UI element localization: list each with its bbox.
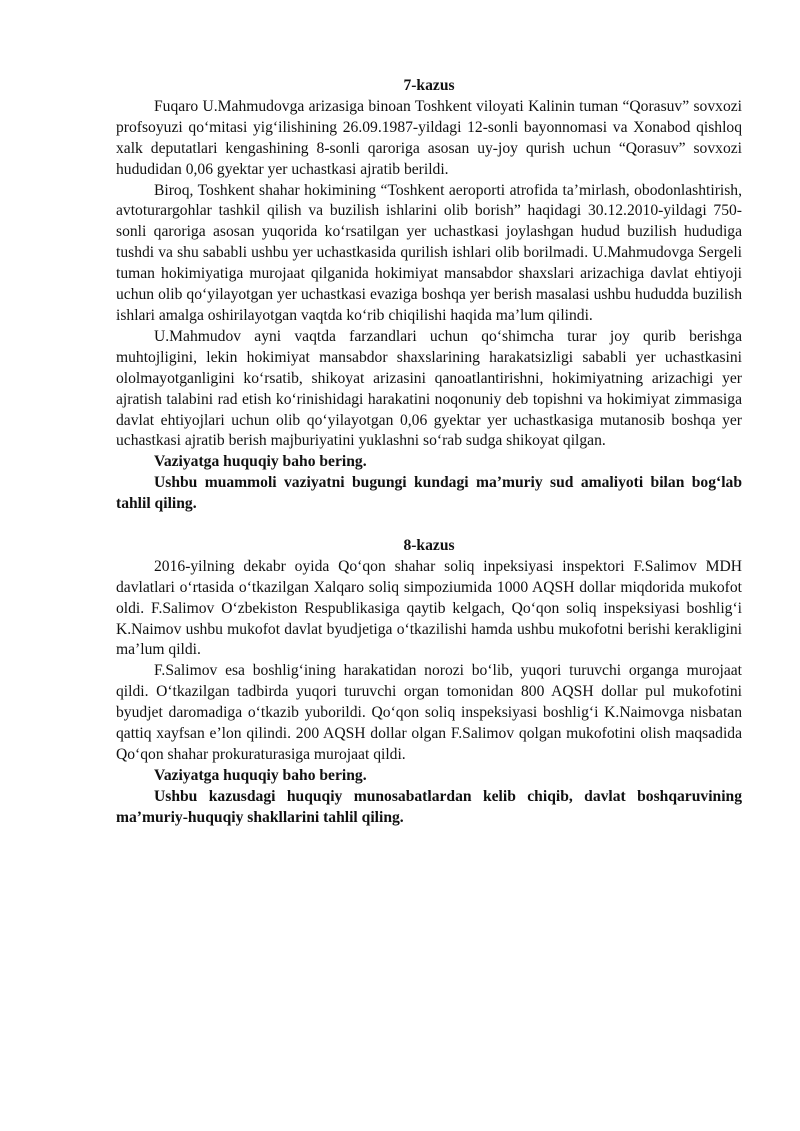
case-7-title: 7-kazus — [403, 77, 455, 94]
case-8-task-1: Vaziyatga huquqiy baho bering. — [154, 766, 367, 784]
case-8-task-2: Ushbu kazusdagi huquqiy munosabatlardan kelib chiqib, davlat boshqaruvining ma’muriy-huquqiy shakllarini tahlil qiling. — [116, 787, 742, 826]
case-7-paragraph-1: Fuqaro U.Mahmudovga arizasiga binoan Toshkent viloyati Kalinin tuman “Qorasuv” sovxozi profsoyuzi qo‘mitasi yig‘ilishining 26.09.1987-yildagi 12-sonli bayonnomasi va Xonabod qishloq xalk deputatlari kengashining 8-sonli qaroriga asosan uy-joy qurish uchun “Qorasuv” sovxozi hududidan 0,06 gyektar yer uchastkasi ajratib berildi. — [116, 97, 742, 178]
case-8-paragraph-1: 2016-yilning dekabr oyida Qo‘qon shahar soliq inpeksiyasi inspektori F.Salimov MDH davlatlari o‘rtasida o‘tkazilgan Xalqaro soliq simpoziumida 1000 AQSH dollar miqdorida mukofot oldi. F.Salimov O‘zbekiston Respublikasiga qaytib kelgach, Qo‘qon soliq inspeksiyasi boshlig‘i K.Naimov ushbu mukofot davlat byudjetiga o‘tkazilishi hamda ushbu mukofotni berishi kerakligini ma’lum qildi. — [116, 557, 742, 659]
case-8-paragraph-2: F.Salimov esa boshlig‘ining harakatidan norozi bo‘lib, yuqori turuvchi organga murojaat qildi. O‘tkazilgan tadbirda yuqori turuvchi organ tomonidan 800 AQSH dollar pul mukofotini byudjet daromadiga o‘tkazib yuborildi. Qo‘qon soliq inspeksiyasi boshlig‘i K.Naimovga nisbatan qattiq xayfsan e’lon qilindi. 200 AQSH dollar olgan F.Salimov qolgan mukofotini olish maqsadida Qo‘qon shahar prokuraturasiga murojaat qildi. — [116, 662, 742, 763]
section-gap — [116, 515, 742, 536]
document-page — [116, 76, 742, 829]
case-7-task-2: Ushbu muammoli vaziyatni bugungi kundagi ma’muriy sud amaliyoti bilan bog‘lab tahlil qiling. — [116, 474, 742, 513]
case-7-paragraph-3: U.Mahmudov ayni vaqtda farzandlari uchun qo‘shimcha turar joy qurib berishga muhtojligini, lekin hokimiyat mansabdor shaxslarining harakatsizligi sababli yer uchastkasini ololmayotganligini ko‘rsatib, shikoyat arizasini qanoatlantirishni, hokimiyatning arizachigi yer ajratish talabini rad etish ko‘rinishidagi harakatini noqonuniy deb topishni va hokimiyat zimmasiga davlat ehtiyojlari uchun olib qo‘yilayotgan 0,06 gyektar yer uchastkasiga mutanosib boshqa yer uchastkasi ajratib berish majburiyatini yuklashni so‘rab sudga shikoyat qilgan. — [116, 327, 742, 450]
case-7-paragraph-2: Biroq, Toshkent shahar hokimining “Toshkent aeroporti atrofida ta’mirlash, obodonlashtirish, avtoturargohlar tashkil qilish va buzilish ishlarini olib borish” haqidagi 30.12.2010-yildagi 750-sonli qaroriga asosan yuqorida ko‘rsatilgan yer uchastkasi joylashgan hudud buzilish hududiga tushdi va shu sababli ushbu yer uchastkasida qurilish ishlari olib borilmadi. U.Mahmudovga Sergeli tuman hokimiyatiga murojaat qilganida hokimiyat mansabdor shaxslari arizachiga davlat ehtiyoji uchun olib qo‘yilayotgan yer uchastkasi evaziga boshqa yer berish masalasi ushbu hududda buzilish ishlari amalga oshirilayotgan vaqtda ko‘rib chiqilishi haqida ma’lum qilindi. — [116, 181, 742, 324]
case-7-task-1: Vaziyatga huquqiy baho bering. — [154, 453, 367, 471]
case-8-title: 8-kazus — [403, 536, 455, 554]
